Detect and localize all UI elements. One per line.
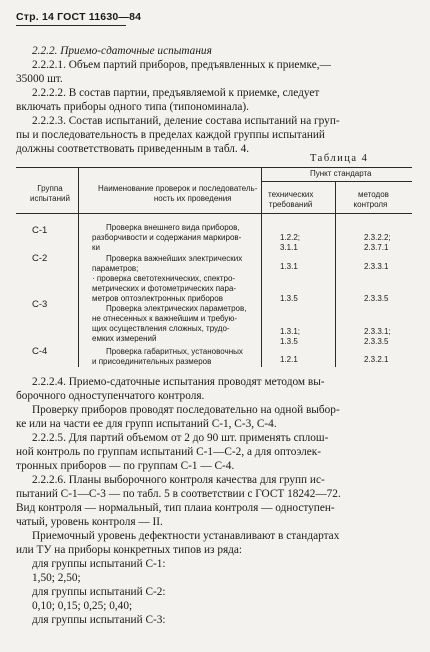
group-cell: С-2	[32, 253, 48, 264]
paragraph-line: 2.2.2.3. Состав испытаний, деление состава испытаний на груп-	[32, 115, 340, 127]
ctrl-point: 2.3.3.1	[364, 262, 389, 271]
table-col-divider	[78, 167, 79, 367]
col-header-group-line: испытаний	[30, 194, 70, 204]
check-name-line: параметров;	[92, 264, 139, 273]
paragraph-line: пы и последовательность в пределах каждой группы испытаний	[16, 129, 325, 141]
ctrl-point: 2.3.7.1	[364, 243, 389, 252]
table-head-rule	[16, 213, 412, 214]
table-col-divider	[261, 167, 262, 367]
col-header-req-line: технических	[268, 190, 314, 199]
req-point: 1.2.1	[280, 355, 298, 364]
ctrl-point: 2.3.3.1;	[364, 327, 391, 336]
req-point: 1.2.2;	[280, 233, 301, 242]
header-rule	[16, 25, 126, 26]
paragraph-line: для группы испытаний С-3:	[32, 614, 166, 626]
ctrl-point: 2.3.2.2;	[364, 233, 391, 242]
check-name-line: Проверка электрических параметров,	[106, 304, 247, 313]
req-point: 1.3.1;	[280, 327, 301, 336]
group-cell: С-1	[32, 225, 48, 236]
col-header-point: Пункт стандарта	[310, 169, 372, 178]
check-name-line: щих осуществления сложных, трудо-	[92, 324, 230, 333]
col-header-req-line: требований	[268, 200, 313, 210]
ctrl-point: 2.3.2.1	[364, 355, 389, 364]
paragraph-line: 0,10; 0,15; 0,25; 0,40;	[32, 600, 133, 612]
paragraph-line: должны соответствовать приведенным в табл. 4.	[16, 143, 250, 155]
paragraph-line: Приемочный уровень дефектности устанавливают в стандартах	[32, 530, 340, 542]
col-header-name	[98, 184, 257, 204]
check-name-line: разборчивости и содержания маркиров-	[92, 233, 242, 242]
table-subhead-rule	[261, 181, 412, 182]
paragraph-line: или ТУ на приборы конкретных типов из ряда:	[16, 544, 243, 556]
table-caption: Таблица 4	[310, 153, 369, 164]
check-name-line: · проверка светотехнических, спектро-	[92, 274, 236, 283]
paragraph-line: для группы испытаний С-1:	[32, 558, 166, 570]
paragraph-line: включать приборы одного типа (типономинала).	[16, 101, 249, 113]
paragraph-line: 2.2.2.2. В состав партии, предъявляемой к приемке, следует	[32, 87, 320, 99]
table-top-rule	[16, 167, 412, 168]
col-header-group	[30, 184, 70, 204]
page-header: Стр. 14 ГОСТ 11630—84	[16, 11, 142, 23]
section-title: 2.2.2. Приемо-сдаточные испытания	[32, 45, 212, 57]
ctrl-point: 2.3.3.5	[364, 294, 389, 303]
paragraph-line: тронных приборов — по группам С-1 — С-4.	[16, 460, 235, 472]
paragraph-line: ной контроль по группам испытаний С-1—С-2, а для оптоэлек-	[16, 446, 322, 458]
paragraph-line: чатый, уровень контроля — II.	[16, 516, 163, 528]
paragraph-line: 2.2.2.5. Для партий объемом от 2 до 90 шт. применять сплош-	[32, 432, 329, 444]
col-header-ctrl-line: методов	[358, 190, 389, 199]
col-header-ctrl	[352, 190, 389, 210]
paragraph-line: 35000 шт.	[16, 73, 63, 85]
paragraph-line: ке или на части ее для групп испытаний С-1, С-3, С-4.	[16, 418, 277, 430]
paragraph-line: 2.2.2.6. Планы выборочного контроля качества для групп ис-	[32, 474, 325, 486]
check-name-line: емких измерений	[92, 334, 157, 343]
paragraph-line: Проверку приборов проводят последовательно на одной выбор-	[32, 404, 340, 416]
paragraph-line: 2.2.2.4. Приемо-сдаточные испытания проводят методом вы-	[32, 376, 325, 388]
check-name-line: ки	[92, 243, 100, 252]
req-point: 1.3.5	[280, 294, 298, 303]
group-cell: С-3	[32, 299, 48, 310]
check-name-line: Проверка важнейших электрических	[106, 254, 243, 263]
paragraph-line: Вид контроля — нормальный, тип плаиа контроля — одноступен-	[16, 502, 335, 514]
col-header-ctrl-line: контроля	[353, 200, 388, 210]
req-point: 1.3.5	[280, 337, 298, 346]
check-name-line: Проверка внешнего вида приборов,	[106, 223, 240, 232]
paragraph-line: 1,50; 2,50;	[32, 572, 81, 584]
col-header-req	[268, 190, 313, 210]
group-cell: С-4	[32, 346, 48, 357]
paragraph-line: для группы испытаний С-2:	[32, 586, 166, 598]
col-header-name-line: Наименование проверок и последователь-	[98, 184, 258, 193]
check-name-line: и присоединительных размеров	[92, 357, 212, 366]
ctrl-point: 2.3.3.5	[364, 337, 389, 346]
paragraph-line: 2.2.2.1. Объем партий приборов, предъявленных к приемке,—	[32, 59, 331, 71]
check-name-line: метрических и фотометрических пара-	[92, 284, 237, 293]
req-point: 3.1.1	[280, 243, 298, 252]
paragraph-line: борочного одноступенчатого контроля.	[16, 390, 205, 402]
paragraph-line: пытаний С-1—С-3 — по табл. 5 в соответствии с ГОСТ 18242—72.	[16, 488, 341, 500]
check-name-line: не отнесенных к важнейшим и требую-	[92, 314, 238, 323]
req-point: 1.3.1	[280, 262, 298, 271]
table-col-divider	[335, 181, 336, 367]
check-name-line: Проверка габаритных, установочных	[106, 347, 243, 356]
col-header-name-line: ность их проведения	[153, 194, 232, 204]
check-name-line: метров оптоэлектронных приборов	[92, 294, 223, 303]
col-header-group-line: Группа	[37, 184, 63, 193]
